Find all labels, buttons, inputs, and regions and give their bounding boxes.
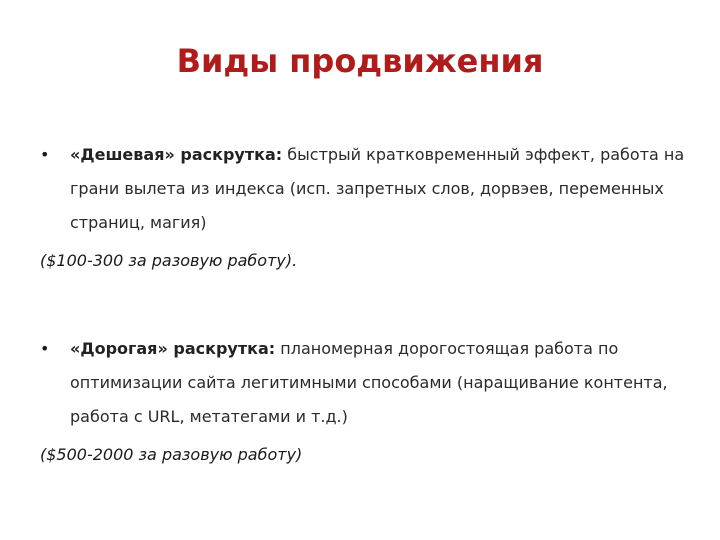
price-note: ($100-300 за разовую работу). [40, 251, 298, 270]
bullet-item [40, 138, 690, 240]
price-note: ($500-2000 за разовую работу) [40, 445, 303, 464]
bullet-block-cheap [40, 138, 690, 276]
bullet-text: быстрый кратковременный эффект, работа на грани вылета из индекса (исп. запретных слов, дорвэев, переменных страниц, магия) [70, 145, 685, 232]
bullet-icon: • [40, 145, 50, 164]
bullet-text: планомерная дорогостоящая работа по оптимизации сайта легитимными способами (наращивание контента, работа с URL, метатегами и т.д.) [70, 339, 668, 426]
bullet-block-expensive [40, 332, 690, 470]
bullet-item [40, 332, 690, 434]
slide-title: Виды продвижения [176, 42, 544, 80]
bullet-lead: «Дорогая» раскрутка: [70, 339, 276, 358]
bullet-icon: • [40, 339, 50, 358]
bullet-lead: «Дешевая» раскрутка: [70, 145, 283, 164]
